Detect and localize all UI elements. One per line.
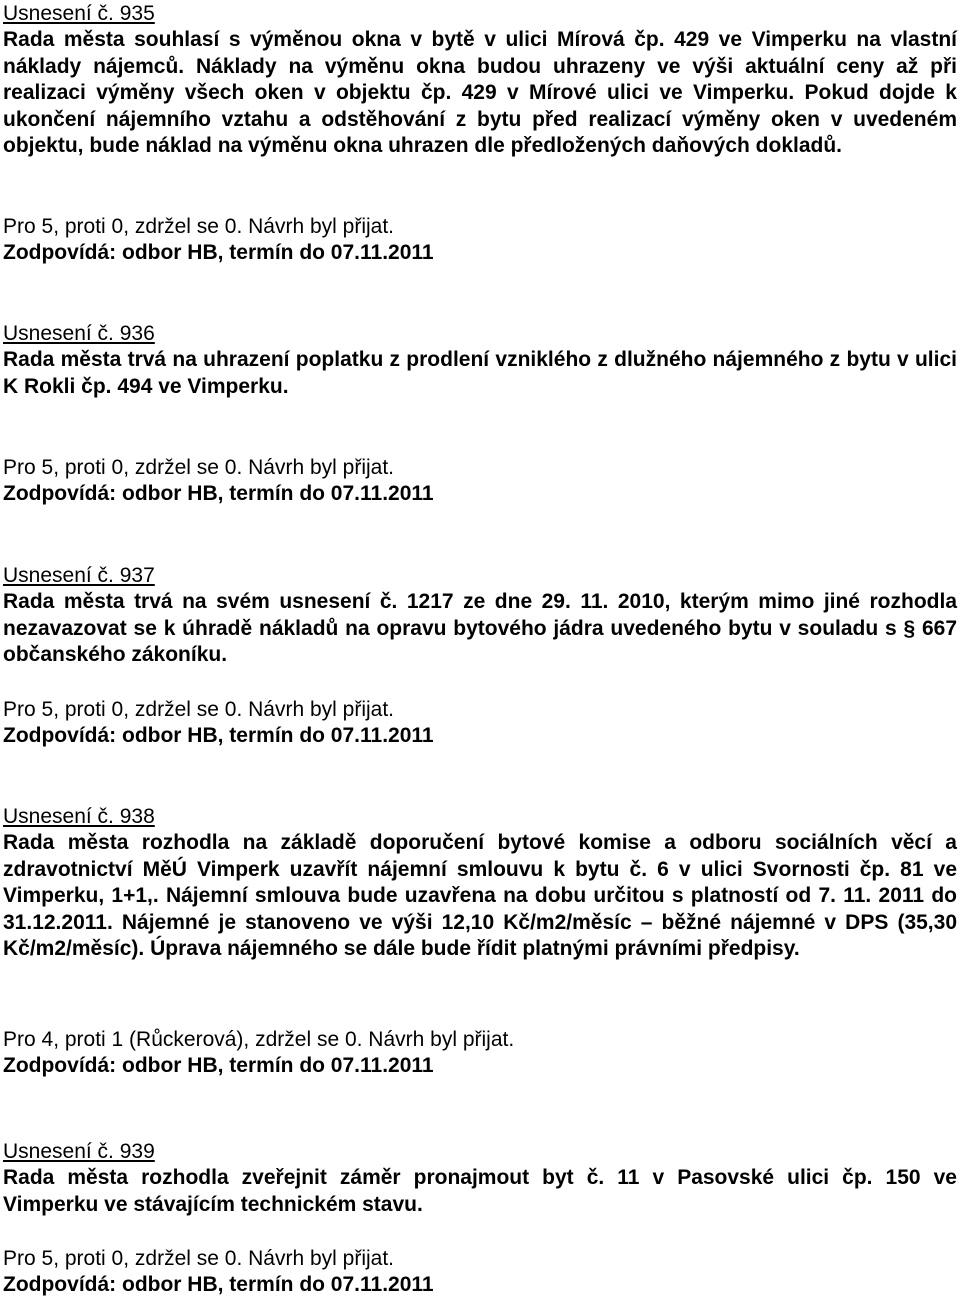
resolution-title: Usnesení č. 938 [3,805,155,828]
resolution-936 [3,321,957,400]
vote-result: Pro 5, proti 0, zdržel se 0. Návrh byl přijat. [3,1247,394,1270]
resolution-text: Rada města rozhodla na základě doporučení bytové komise a odboru sociálních věcí a zdravotnictví MěÚ Vimperk uzavřít nájemní smlouvu k bytu č. 6 v ulici Svornosti čp. 81 ve Vimperku, 1+1,. Nájemní smlouva bude uzavřena na dobu určitou s platností od 7. 11. 2011 do 31.12.2011. Nájemné je stanoveno ve výši 12,10 Kč/m2/měsíc – běžné nájemné v DPS (35,30 Kč/m2/měsíc). Úprava nájemného se dále bude řídit platnými právními předpisy. [3,831,957,961]
vote-result: Pro 5, proti 0, zdržel se 0. Návrh byl přijat. [3,456,394,479]
responsibility-note: Zodpovídá: odbor HB, termín do 07.11.2011 [3,241,434,264]
resolution-939 [3,1139,957,1218]
resolution-text: Rada města souhlasí s výměnou okna v bytě v ulici Mírová čp. 429 ve Vimperku na vlastní náklady nájemců. Náklady na výměnu okna budou uhrazeny ve výši aktuální ceny až při realizaci výměny všech oken v objektu čp. 429 v Mírové ulici ve Vimperku. Pokud dojde k ukončení nájemního vztahu a odstěhování z bytu před realizací výměny oken v uvedeném objektu, bude náklad na výměnu okna uhrazen dle předložených daňových dokladů. [3,28,957,158]
resolution-938-outcome [3,1027,957,1079]
vote-result: Pro 4, proti 1 (Růckerová), zdržel se 0. Návrh byl přijat. [3,1028,515,1051]
resolution-937-outcome [3,697,957,749]
responsibility-note: Zodpovídá: odbor HB, termín do 07.11.2011 [3,1054,434,1077]
resolution-939-outcome [3,1246,957,1298]
resolution-title: Usnesení č. 935 [3,2,155,25]
resolution-935 [3,1,957,160]
resolution-937 [3,563,957,669]
resolution-title: Usnesení č. 937 [3,564,155,587]
responsibility-note: Zodpovídá: odbor HB, termín do 07.11.2011 [3,724,434,747]
resolution-935-outcome [3,214,957,266]
vote-result: Pro 5, proti 0, zdržel se 0. Návrh byl přijat. [3,215,394,238]
responsibility-note: Zodpovídá: odbor HB, termín do 07.11.2011 [3,482,434,505]
resolution-938 [3,804,957,963]
resolution-text: Rada města trvá na svém usnesení č. 1217 ze dne 29. 11. 2010, kterým mimo jiné rozhodla nezavazovat se k úhradě nákladů na opravu bytového jádra uvedeného bytu v souladu s § 667 občanského zákoníku. [3,590,957,667]
vote-result: Pro 5, proti 0, zdržel se 0. Návrh byl přijat. [3,698,394,721]
responsibility-note: Zodpovídá: odbor HB, termín do 07.11.2011 [3,1273,434,1296]
resolution-text: Rada města trvá na uhrazení poplatku z prodlení vzniklého z dlužného nájemného z bytu v ulici K Rokli čp. 494 ve Vimperku. [3,348,957,398]
resolution-title: Usnesení č. 936 [3,322,155,345]
resolution-936-outcome [3,455,957,507]
resolution-text: Rada města rozhodla zveřejnit záměr pronajmout byt č. 11 v Pasovské ulici čp. 150 ve Vimperku ve stávajícím technickém stavu. [3,1166,957,1216]
resolution-title: Usnesení č. 939 [3,1140,155,1163]
